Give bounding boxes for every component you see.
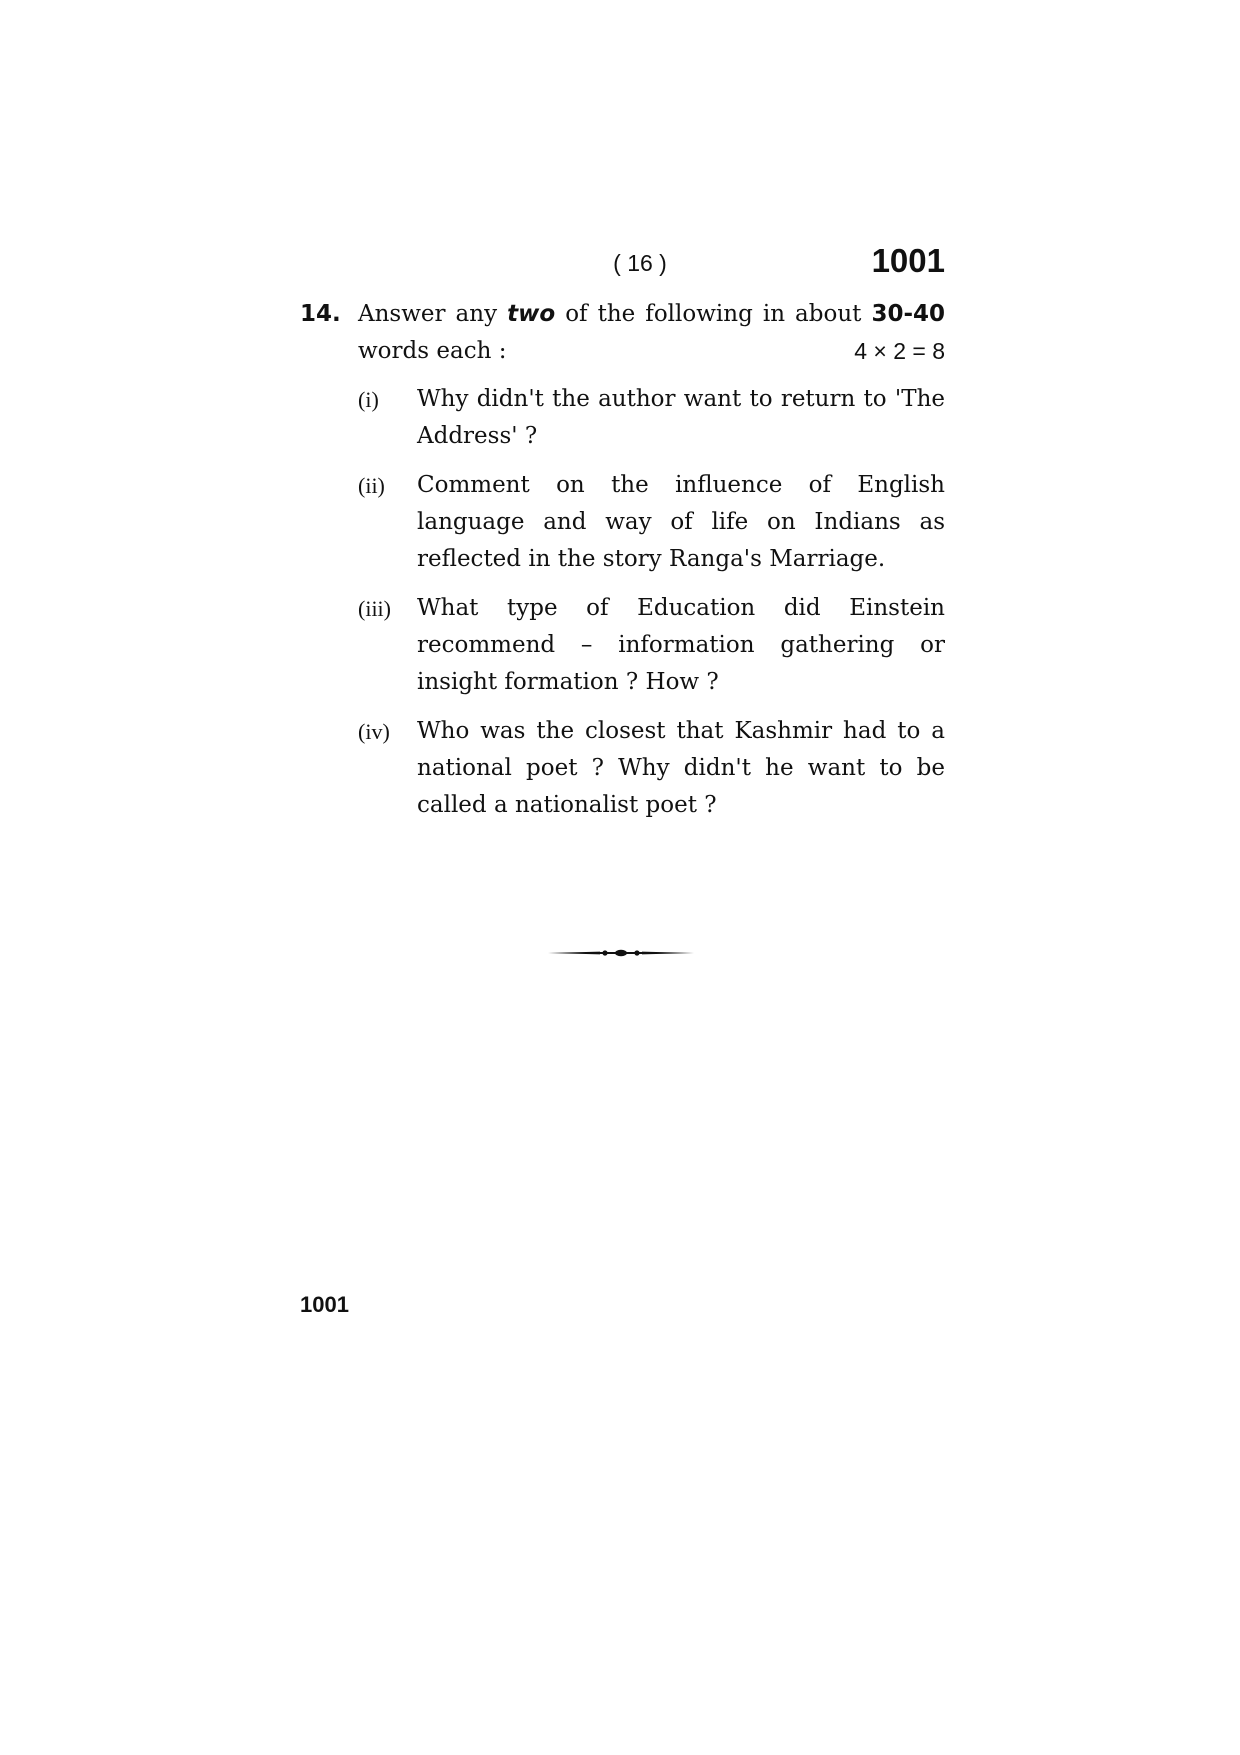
question-instruction	[300, 296, 945, 370]
instruction-emphasis: two	[507, 301, 556, 327]
sub-question	[300, 713, 945, 824]
instruction-text-b: of the following in about	[555, 301, 872, 327]
instruction-text-a: Answer any	[358, 301, 508, 327]
sub-question-text: What type of Education did Einstein recommend – information gathering or insight formation ? How ?	[417, 595, 945, 695]
sub-question-text: Why didn't the author want to return to 'The Address' ?	[417, 386, 945, 449]
question-14	[300, 296, 945, 836]
instruction-line-2	[358, 333, 945, 370]
sub-question-text: Comment on the influence of English language and way of life on Indians as reflected in the story Ranga's Marriage.	[417, 472, 945, 572]
paper-code-header: 1001	[871, 242, 945, 279]
sub-question-text: Who was the closest that Kashmir had to a national poet ? Why didn't he want to be called a nationalist poet ?	[417, 718, 945, 818]
sub-question-label: (ii)	[358, 473, 385, 498]
sub-question-label: (iii)	[358, 596, 391, 621]
sub-question	[300, 381, 945, 455]
word-limit: 30-40	[871, 301, 945, 327]
marks-allocation: 4 × 2 = 8	[854, 338, 945, 364]
sub-question	[300, 590, 945, 701]
sub-question-label: (iv)	[358, 719, 390, 744]
sub-question	[300, 467, 945, 578]
instruction-text-c: words each :	[358, 338, 507, 364]
paper-code-footer: 1001	[300, 1292, 349, 1317]
page-number: ( 16 )	[613, 250, 667, 276]
sub-question-list	[300, 381, 945, 824]
instruction-line-1	[358, 296, 945, 333]
end-ornament	[548, 946, 694, 960]
question-number: 14.	[300, 301, 341, 327]
sub-question-label: (i)	[358, 387, 379, 412]
